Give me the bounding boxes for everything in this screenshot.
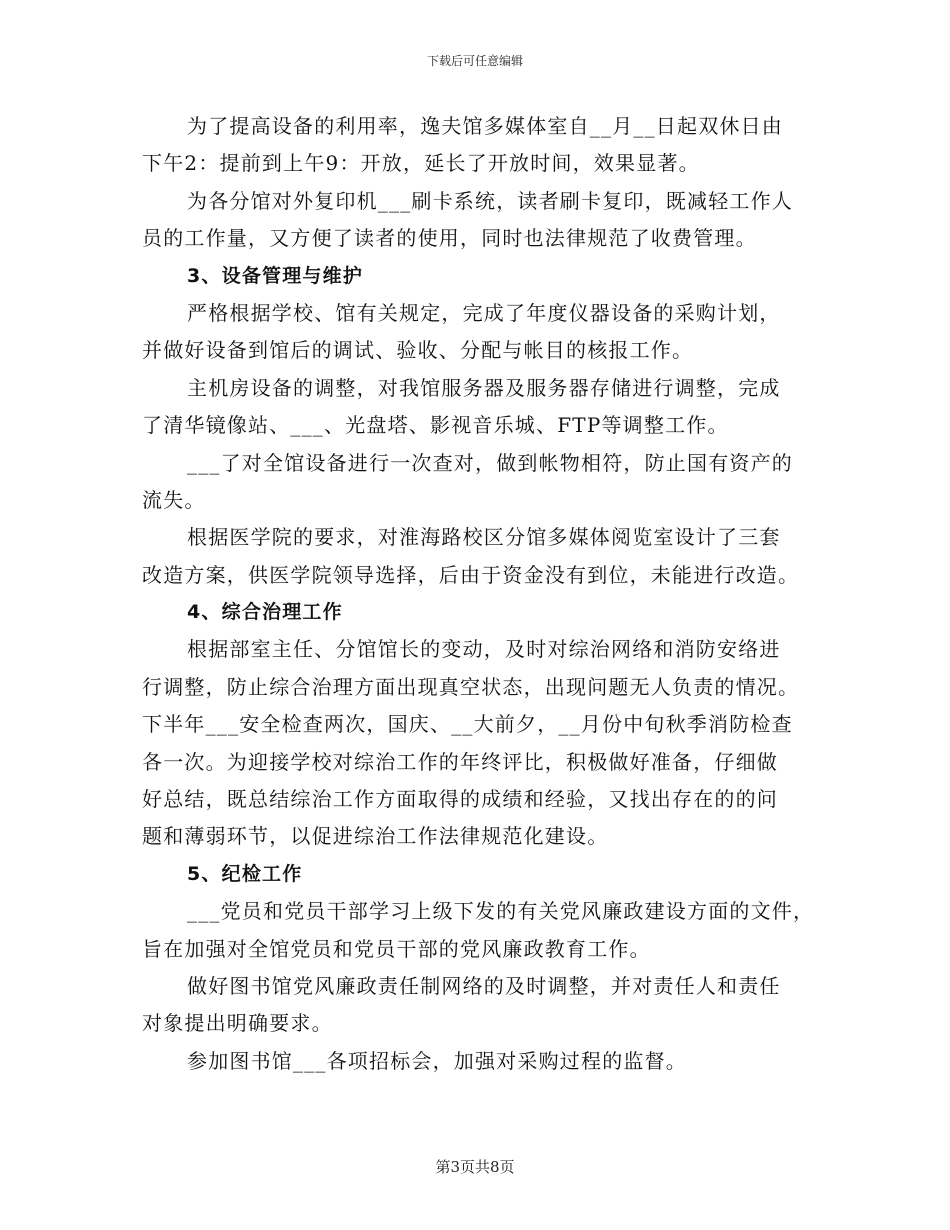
paragraph-line: 为了提高设备的利用率，逸夫馆多媒体室自__月__日起双休日由 [187, 114, 783, 138]
paragraph-line: 流失。 [142, 487, 206, 512]
paragraph-line: 根据医学院的要求，对淮海路校区分馆多媒体阅览室设计了三套 [187, 525, 781, 550]
paragraph-line: 下午2：提前到上午9：开放，延长了开放时间，效果显著。 [142, 151, 700, 176]
section-heading: 5、纪检工作 [187, 862, 303, 885]
paragraph-line: 为各分馆对外复印机___刷卡系统，读者刷卡复印，既减轻工作人 [187, 188, 793, 213]
paragraph-line: 各一次。为迎接学校对综治工作的年终评比，积极做好准备，仔细做 [142, 749, 778, 774]
paragraph-line: 了清华镜像站、___、光盘塔、影视音乐城、FTP等调整工作。 [142, 413, 729, 438]
page-header: 下载后可任意编辑 [426, 54, 523, 68]
paragraph-line: ___党员和党员干部学习上级下发的有关党风廉政建设方面的文件， [187, 899, 815, 924]
paragraph-line: 下半年___安全检查两次，国庆、__大前夕，__月份中旬秋季消防检查 [142, 712, 793, 737]
paragraph-line: 做好图书馆党风廉政责任制网络的及时调整，并对责任人和责任 [187, 973, 781, 998]
paragraph-line: ___了对全馆设备进行一次查对，做到帐物相符，防止国有资产的 [187, 450, 793, 475]
section-heading: 4、综合治理工作 [187, 601, 343, 624]
paragraph-line: 严格根据学校、馆有关规定，完成了年度仪器设备的采购计划， [187, 300, 781, 325]
paragraph-line: 参加图书馆___各项招标会，加强对采购过程的监督。 [187, 1048, 687, 1073]
section-heading: 3、设备管理与维护 [187, 264, 364, 287]
paragraph-line: 好总结，既总结综治工作方面取得的成绩和经验，又找出存在的的问 [142, 787, 778, 812]
paragraph-line: 旨在加强对全馆党员和党员干部的党风廉政教育工作。 [142, 936, 651, 961]
page-footer: 第3页共8页 [435, 1158, 515, 1176]
paragraph-line: 并做好设备到馆后的调试、验收、分配与帐目的核报工作。 [142, 338, 694, 363]
paragraph-line: 行调整，防止综合治理方面出现真空状态，出现问题无人负责的情况。 [142, 674, 800, 699]
paragraph-line: 根据部室主任、分馆馆长的变动，及时对综治网络和消防安络进 [187, 637, 781, 662]
paragraph-line: 主机房设备的调整，对我馆服务器及服务器存储进行调整，完成 [187, 375, 781, 400]
document-body [142, 108, 822, 1080]
paragraph-line: 改造方案，供医学院领导选择，后由于资金没有到位，未能进行改造。 [142, 562, 800, 587]
paragraph-line: 员的工作量，又方便了读者的使用，同时也法律规范了收费管理。 [142, 226, 757, 251]
paragraph-line: 对象提出明确要求。 [142, 1011, 333, 1036]
paragraph-line: 题和薄弱环节，以促进综治工作法律规范化建设。 [142, 824, 609, 849]
